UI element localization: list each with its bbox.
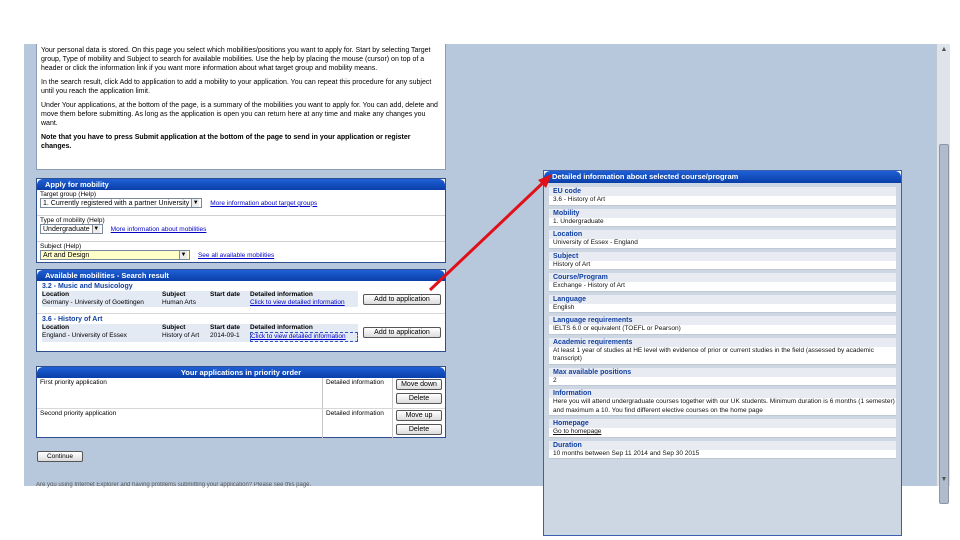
mobility-type-select[interactable] [40,224,103,234]
add-to-application-button[interactable]: Add to application [363,294,441,305]
detail-value: 3.6 - History of Art [553,196,606,203]
chevron-down-icon[interactable]: ▼ [93,226,100,232]
detailed-header: Detailed information [250,324,313,331]
detail-label: Information [549,389,896,398]
detailed-info-label: Detailed information [323,378,393,408]
priority-label: First priority application [37,378,323,408]
start-date-value: 2014-09-1 [210,332,240,339]
detail-value: 1. Undergraduate [553,217,604,225]
detail-value: University of Essex - England [553,239,638,246]
start-date-header: Start date [210,291,240,298]
detail-label: Language requirements [549,316,896,325]
section-title: Apply for mobility [37,179,445,190]
subject-select[interactable] [40,250,190,260]
homepage-link[interactable]: Go to homepage [553,428,602,435]
detail-item [549,273,896,292]
subject-value: Art and Design [43,252,90,259]
mobility-info-link[interactable]: More information about mobilities [110,225,207,233]
scroll-up-icon[interactable]: ▲ [940,46,948,53]
detail-value: Exchange - History of Art [553,282,625,289]
target-group-info-link[interactable]: More information about target groups [210,199,318,207]
application-row [37,409,445,440]
all-mobilities-link[interactable]: See all available mobilities [197,251,275,259]
detail-item [549,295,896,314]
footer-note: Are you using Internet Explorer and having problems submitting your application? Please see this page. [36,482,312,488]
submit-note: Note that you have to press Submit application at the bottom of the page to send in your application or register changes. [41,134,411,150]
detailed-info-link[interactable]: Click to view detailed information [250,299,345,306]
detail-item [549,338,896,365]
detailed-info-link[interactable]: Click to view detailed information [250,332,358,342]
instruction-paragraph: In the search result, click Add to application to add a mobility to your application. You can repeat this procedure for any subject until you reach the application limit. [41,79,432,95]
detail-label: Academic requirements [549,338,896,347]
detail-label: Duration [549,441,896,450]
target-group-select[interactable] [40,198,202,208]
mobility-type-label: Type of mobility (Help) [40,217,105,224]
scroll-down-icon[interactable]: ▼ [940,476,948,483]
application-form [36,44,446,464]
detail-item [549,252,896,271]
detail-label: Language [549,295,896,304]
subject-row [37,242,445,268]
your-applications-section [36,366,446,438]
target-group-row [37,190,445,216]
row-actions [393,409,445,440]
subject-value: History of Art [162,332,200,339]
detail-item [549,209,896,228]
detail-item [549,419,896,438]
course-title: 3.2 - Music and Musicology [42,283,133,290]
detail-label: EU code [549,187,896,196]
mobility-result [37,314,445,347]
course-details [42,291,358,307]
subject-header: Subject [162,291,186,298]
detail-item [549,389,896,416]
course-title: 3.6 - History of Art [42,316,103,323]
detail-item [549,187,896,206]
subject-header: Subject [162,324,186,331]
detail-value: Here you will attend undergraduate courses together with our UK students. Minimum duration is 6 months (1 semester) and maximum a 10. You find different elective courses on the home page [553,398,895,414]
detail-item [549,316,896,335]
instruction-paragraph: Under Your applications, at the bottom of the page, is a summary of the mobilities you want to apply for. You can add, delete and move them before submitting. As long as the application is open you can return here at any time and make any changes you want. [41,102,438,127]
continue-button[interactable]: Continue [37,451,83,462]
row-actions [393,378,445,408]
chevron-down-icon[interactable]: ▼ [192,200,199,206]
detail-label: Max available positions [549,368,896,377]
detail-value: At least 1 year of studies at HE level with evidence of prior or current studies in the field (assessed by academic transcript) [553,346,874,362]
subject-value: Human Arts [162,299,196,306]
subject-label: Subject (Help) [40,243,82,250]
detail-label: Mobility [549,209,896,218]
detailed-information-panel [543,170,902,536]
apply-for-mobility-section [36,178,446,263]
add-to-application-button[interactable]: Add to application [363,327,441,338]
detail-label: Course/Program [549,273,896,282]
detail-label: Subject [549,252,896,261]
chevron-down-icon[interactable]: ▼ [180,252,187,258]
detailed-info-label: Detailed information [323,409,393,440]
detail-value: IELTS 6.0 or equivalent (TOEFL or Pearson) [553,325,681,332]
search-result-section [36,269,446,352]
delete-button[interactable]: Delete [396,393,442,404]
start-date-header: Start date [210,324,240,331]
delete-button[interactable]: Delete [396,424,442,435]
instructions-box [36,44,446,170]
instruction-paragraph: Your personal data is stored. On this page you select which mobilities/positions you want to apply for. Start by selecting Target group, Type of mobility and Subject to search for available mobilities. Use the help by placing the mouse (cursor) on top of a header or click the information link if you want more information about what target group and mobility means. [41,47,431,72]
target-group-label: Target group (Help) [40,191,96,198]
application-row [37,378,445,409]
move-down-button[interactable]: Move down [396,379,442,390]
scrollbar-thumb[interactable] [939,144,949,504]
section-title: Available mobilities - Search result [37,270,445,281]
section-title: Your applications in priority order [37,367,445,378]
target-group-value: 1. Currently registered with a partner University [43,200,190,207]
detail-label: Location [549,230,896,239]
mobility-result [37,281,445,314]
mobility-type-row [37,216,445,242]
move-up-button[interactable]: Move up [396,410,442,421]
detail-item [549,441,896,460]
location-header: Location [42,291,70,298]
location-header: Location [42,324,70,331]
vertical-scrollbar[interactable] [936,44,950,486]
detail-item [549,368,896,387]
detail-label: Homepage [549,419,896,428]
detail-item [549,230,896,249]
mobility-type-value: Undergraduate [43,226,90,233]
detail-value: 10 months between Sep 11 2014 and Sep 30 2015 [553,449,700,457]
location-value: Germany - University of Goettingen [42,299,144,306]
course-details [42,324,358,342]
detail-value: History of Art [553,260,591,268]
detail-value: 2 [553,376,557,384]
detail-list [544,183,901,535]
location-value: England - University of Essex [42,332,127,339]
detailed-header: Detailed information [250,291,313,298]
priority-label: Second priority application [37,409,323,440]
detail-value: English [553,303,575,311]
panel-title: Detailed information about selected course/program [544,171,901,183]
